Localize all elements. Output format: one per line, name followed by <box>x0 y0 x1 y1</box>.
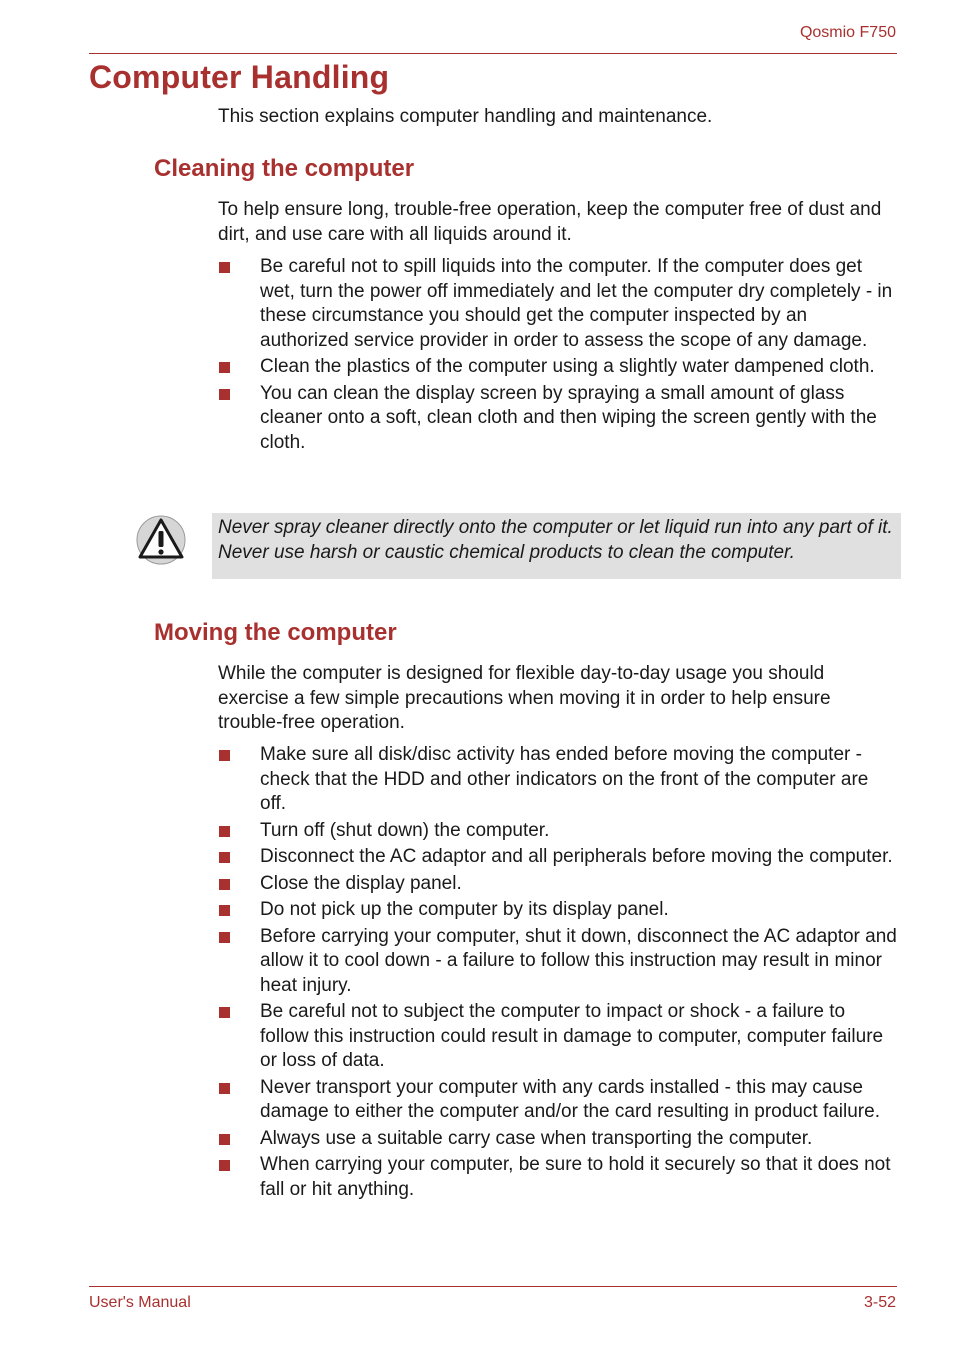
cleaning-list <box>218 255 898 457</box>
list-item-text: Make sure all disk/disc activity has ended before moving the computer - check that the HDD and other indicators on the front of the computer are off. <box>260 744 869 814</box>
list-item-text: Do not pick up the computer by its display panel. <box>260 899 669 920</box>
list-item <box>218 255 898 353</box>
page-number: 3-52 <box>863 1294 896 1311</box>
footer-rule <box>89 1286 897 1287</box>
list-item-text: When carrying your computer, be sure to hold it securely so that it does not fall or hit anything. <box>260 1154 891 1200</box>
list-item <box>218 819 898 844</box>
cleaning-heading: Cleaning the computer <box>154 155 415 182</box>
footer-manual-label: User's Manual <box>89 1294 191 1311</box>
list-item-text: Before carrying your computer, shut it down, disconnect the AC adaptor and allow it to cool down - a failure to follow this instruction may result in minor heat injury. <box>260 925 897 996</box>
moving-list <box>218 743 898 1204</box>
list-item-text: Be careful not to subject the computer to impact or shock - a failure to follow this instruction could result in damage to computer, computer failure or loss of data. <box>260 1001 884 1071</box>
square-bullet <box>219 1007 230 1018</box>
list-item <box>218 1076 898 1125</box>
list-item-text: Be careful not to spill liquids into the computer. If the computer does get wet, turn the power off immediately and let the computer dry completely - in these circumstance you should get the computer inspected by an authorized service provider in order to assess the scope of any damage. <box>260 256 893 351</box>
list-item <box>218 1127 898 1152</box>
list-item <box>218 925 898 999</box>
square-bullet <box>219 1134 230 1145</box>
list-item-text: Always use a suitable carry case when transporting the computer. <box>260 1127 813 1149</box>
list-item <box>218 382 898 456</box>
square-bullet <box>219 750 230 761</box>
caution-note: Never spray cleaner directly onto the computer or let liquid run into any part of it. Never use harsh or caustic chemical products to clean the computer. <box>212 513 901 579</box>
square-bullet <box>219 932 230 943</box>
square-bullet <box>219 1160 230 1171</box>
page-title: Computer Handling <box>89 59 390 95</box>
list-item <box>218 355 898 380</box>
warning-triangle-icon <box>136 515 186 565</box>
square-bullet <box>219 879 230 890</box>
square-bullet <box>219 826 230 837</box>
list-item <box>218 872 898 897</box>
square-bullet <box>219 1083 230 1094</box>
list-item-text: Turn off (shut down) the computer. <box>260 819 550 841</box>
intro-text: This section explains computer handling and maintenance. <box>218 106 713 127</box>
list-item-text: Close the display panel. <box>260 872 462 894</box>
header-rule <box>89 53 897 54</box>
square-bullet <box>219 362 230 373</box>
list-item <box>218 845 898 870</box>
cleaning-paragraph: To help ensure long, trouble-free operation, keep the computer free of dust and dirt, and use care with all liquids around it. <box>218 199 882 245</box>
square-bullet <box>219 905 230 916</box>
list-item-text: Never transport your computer with any cards installed - this may cause damage to either the computer and/or the card resulting in product failure. <box>260 1076 880 1122</box>
square-bullet <box>219 389 230 400</box>
moving-heading: Moving the computer <box>154 619 397 646</box>
list-item-text: You can clean the display screen by spraying a small amount of glass cleaner onto a soft, clean cloth and then wiping the screen gently with the cloth. <box>260 382 877 453</box>
moving-paragraph: While the computer is designed for flexible day-to-day usage you should exercise a few simple precautions when moving it in order to help ensure trouble-free operation. <box>218 663 831 733</box>
list-item <box>218 898 898 923</box>
list-item <box>218 743 898 817</box>
square-bullet <box>219 852 230 863</box>
square-bullet <box>219 262 230 273</box>
header-model: Qosmio F750 <box>799 24 896 41</box>
list-item-text: Clean the plastics of the computer using a slightly water dampened cloth. <box>260 356 875 377</box>
list-item <box>218 1153 898 1202</box>
list-item <box>218 1000 898 1074</box>
list-item-text: Disconnect the AC adaptor and all peripherals before moving the computer. <box>260 846 893 867</box>
